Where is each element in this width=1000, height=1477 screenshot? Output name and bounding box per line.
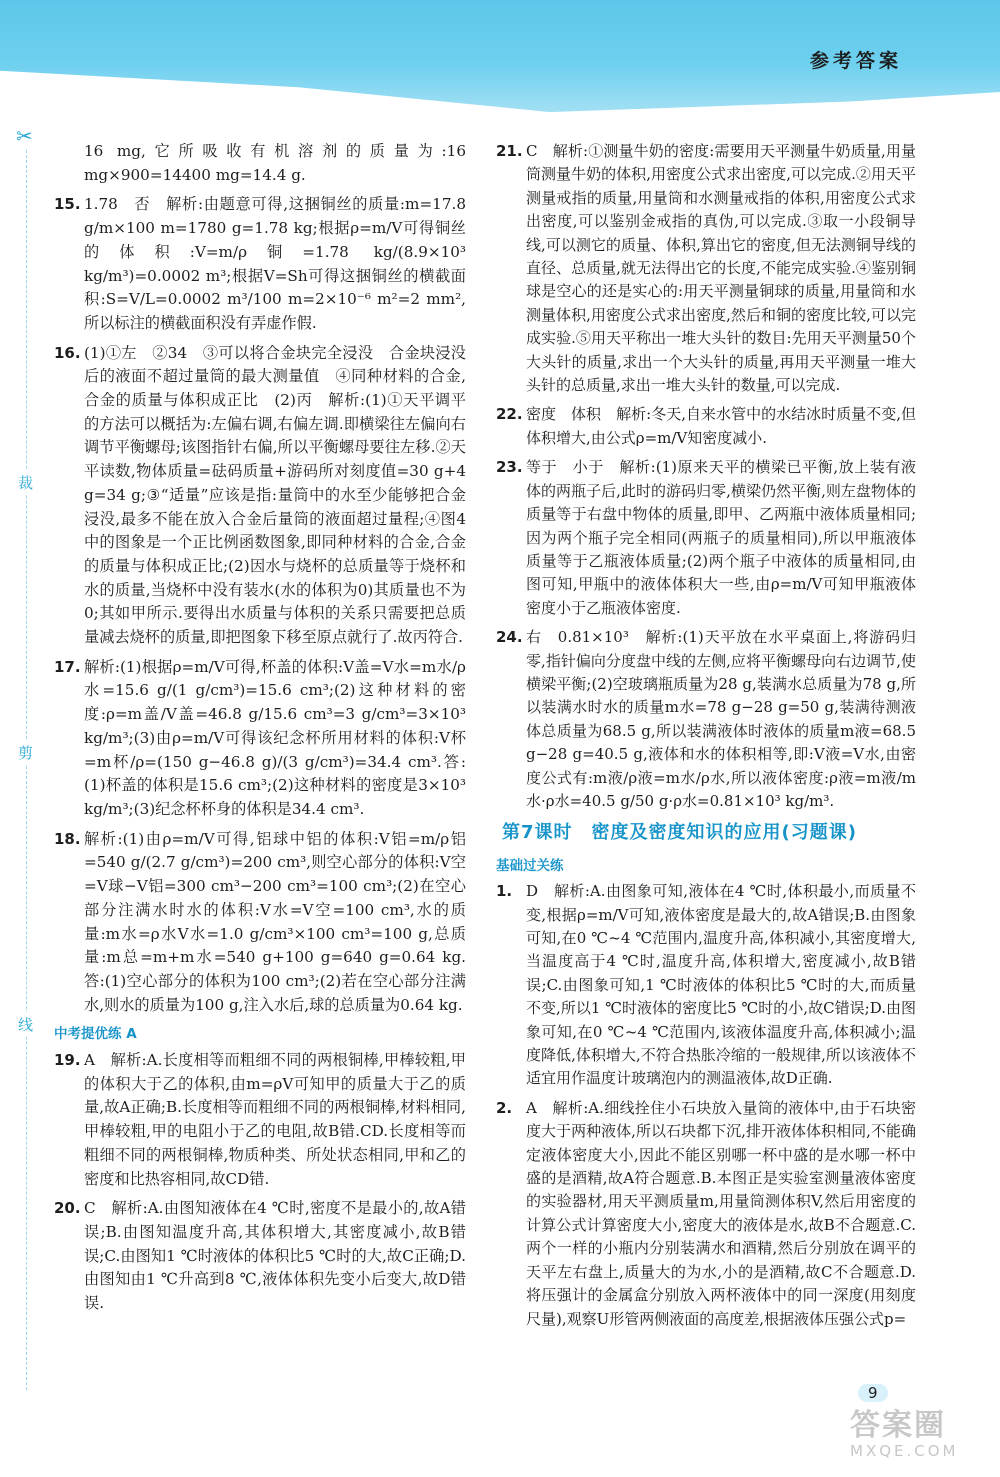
answer-item xyxy=(496,456,916,620)
cut-line xyxy=(26,150,27,1390)
watermark-top: 答案圈 xyxy=(850,1408,946,1443)
answer-item xyxy=(496,403,916,450)
item-number: 23. xyxy=(496,458,523,477)
item-text: 1.78 否 解析:由题意可得,这捆铜丝的质量:m=17.8 g/m×100 m=1780 g=1.78 kg;根据ρ=m/V可得铜丝的体积:V=m/ρ铜=1.78 kg/(8.9×10³ kg/m³)=0.0002 m³;根据V=Sh可得这捆铜丝的横截面积:S=V/L=0.0002 m³/100 m=2×10⁻⁶ m²=2 mm²,所以标注的横截面积没有弄虚作假. xyxy=(84,195,466,332)
answer-item xyxy=(496,880,916,1091)
item-number: 2. xyxy=(496,1098,513,1117)
answer-item xyxy=(496,626,916,813)
answer-item xyxy=(54,342,466,650)
item-text: 右 0.81×10³ 解析:(1)天平放在水平桌面上,将游码归零,指针偏向分度盘中线的左侧,应将平衡螺母向右边调节,使横梁平衡;(2)空玻璃瓶质量为28 g,装满水总质量为78 g,所以装满水时水的质量m水=78 g−28 g=50 g,装满待测液体总质量为68.5 g,所以装满液体时液体的质量m液=68.5 g−28 g=40.5 g,液体和水的体积相等,即:V液=V水,由密度公式有:m液/ρ液=m水/ρ水,所以液体密度:ρ液=m液/m水·ρ水=40.5 g/50 g·ρ水=0.81×10³ kg/m³. xyxy=(526,628,916,810)
item-text: D 解析:A.由图象可知,液体在4 ℃时,体积最小,而质量不变,根据ρ=m/V可知,液体密度是最大的,故A错误;B.由图象可知,在0 ℃~4 ℃范围内,温度升高,体积减小,其密度增大,当温度高于4 ℃时,温度升高,体积增大,密度减小,故B错误;C.由图象可知,1 ℃时液体的体积比5 ℃时的大,而质量不变,所以1 ℃时液体的密度比5 ℃时的小,故C错误;D.由图象可知,在0 ℃~4 ℃范围内,该液体温度升高,体积减小;温度降低,体积增大,不符合热胀冷缩的一般规律,所以该液体不适宜用作温度计玻璃泡内的测温液体,故D正确. xyxy=(526,882,916,1088)
item-number: 17. xyxy=(54,657,81,676)
header-title: 参考答案 xyxy=(809,50,902,72)
answer-item xyxy=(54,656,466,822)
item-text: C 解析:A.由图知液体在4 ℃时,密度不是最小的,故A错误;B.由图知温度升高,其体积增大,其密度减小,故B错误;C.由图知1 ℃时液体的体积比5 ℃时的大,故C正确;D.由图知由1 ℃升高到8 ℃,液体体积先变小后变大,故D错误. xyxy=(84,1199,466,1313)
item-number: 18. xyxy=(54,829,81,848)
item-text: 解析:(1)由ρ=m/V可得,铝球中铝的体积:V铝=m/ρ铝=540 g/(2.7 g/cm³)=200 cm³,则空心部分的体积:V空=V球−V铝=300 cm³−200 cm³=100 cm³;(2)在空心部分注满水时水的体积:V水=V空=100 cm³,水的质量:m水=ρ水V水=1.0 g/cm³×100 cm³=100 g,总质量:m总=m+m水=540 g+100 g=640 g=0.64 kg.答:(1)空心部分的体积为100 cm³;(2)若在空心部分注满水,则水的质量为100 g,注入水后,球的总质量为0.64 kg. xyxy=(84,829,466,1014)
item-number: 21. xyxy=(496,142,523,160)
item-number: 15. xyxy=(54,195,81,214)
watermark-logo xyxy=(850,1410,995,1470)
answer-item xyxy=(496,1097,916,1331)
item-number: 16. xyxy=(54,343,81,362)
subsection-title: 基础过关练 xyxy=(496,857,564,874)
subsection-title: 中考提优练 A xyxy=(54,1026,137,1043)
left-column xyxy=(54,140,466,1322)
answer-item xyxy=(54,1197,466,1316)
item-text: A 解析:A.细线拴住小石块放入量筒的液体中,由于石块密度大于两种液体,所以石块都下沉,排开液体体积相同,不能确定液体密度大小,因此不能区别哪一杯中盛的是水哪一杯中盛的是酒精,故A符合题意.B.本图正是实验室测量液体密度的实验器材,用天平测质量m,用量筒测体积V,然后用密度的计算公式计算密度大小,密度大的液体是水,故B不合题意.C.两个一样的小瓶内分别装满水和酒精,然后分别放在调平的天平左右盘上,质量大的为水,小的是酒精,故C不合题意.D.将压强计的金属盒分别放入两杯液体中的同一深度(用刻度尺量),观察U形管两侧液面的高度差,根据液体压强公式p= xyxy=(526,1098,916,1328)
item-number: 24. xyxy=(496,628,523,647)
item-text: 密度 体积 解析:冬天,自来水管中的水结冰时质量不变,但体积增大,由公式ρ=m/V知密度减小. xyxy=(526,405,916,447)
right-column xyxy=(496,140,916,1337)
item-text: 解析:(1)根据ρ=m/V可得,杯盖的体积:V盖=V水=m水/ρ水=15.6 g/(1 g/cm³)=15.6 cm³;(2)这种材料的密度:ρ=m盖/V盖=46.8 g/15.6 cm³=3 g/cm³=3×10³ kg/m³;(3)由ρ=m/V可得该纪念杯所用材料的体积:V杯=m杯/ρ=(150 g−46.8 g)/(3 g/cm³)=34.4 cm³.答:(1)杯盖的体积是15.6 cm³;(2)这种材料的密度是3×10³ kg/m³;(3)纪念杯杯身的体积是34.4 cm³. xyxy=(84,657,466,818)
item-number: 20. xyxy=(54,1199,81,1218)
page-number: 9 xyxy=(858,1384,888,1402)
item-number: 19. xyxy=(54,1051,81,1070)
answer-item xyxy=(54,1049,466,1191)
answer-item xyxy=(496,140,916,397)
scissors-icon: ✂ xyxy=(16,124,33,148)
item-text: A 解析:A.长度相等而粗细不同的两根铜棒,甲棒较粗,甲的体积大于乙的体积,由m=ρV可知甲的质量大于乙的质量,故A正确;B.长度相等而粗细不同的两根铜棒,材料相同,甲棒较粗,甲的电阻小于乙的电阻,故B错.CD.长度相等而粗细不同的两根铜棒,物质种类、所处状态相同,甲和乙的密度和比热容相同,故CD错. xyxy=(84,1051,466,1188)
cut-mark-xian: 线 xyxy=(18,1012,33,1037)
item-text: C 解析:①测量牛奶的密度:需要用天平测量牛奶质量,用量筒测量牛奶的体积,用密度公式求出密度,可以完成.②用天平测量戒指的质量,用量筒和水测量戒指的体积,用密度公式求出密度,可以鉴别金戒指的真伪,可以完成.③取一小段铜导线,可以测它的质量、体积,算出它的密度,但无法测铜导线的直径、总质量,就无法得出它的长度,不能完成实验.④鉴别铜球是空心的还是实心的:用天平测量铜球的质量,用量筒和水测量体积,用密度公式求出密度,然后和铜的密度比较,可以完成实验.⑤用天平称出一堆大头针的数目:先用天平测量50个大头针的质量,求出一个大头针的质量,再用天平测量一堆大头针的总质量,求出一堆大头针的数量,可以完成. xyxy=(526,142,916,395)
answer-item xyxy=(54,193,466,335)
section-title: 第7课时 密度及密度知识的应用(习题课) xyxy=(502,822,857,844)
cut-mark-jian: 剪 xyxy=(18,740,33,765)
item-text: (1)①左 ②34 ③可以将合金块完全浸没 合金块浸没后的液面不超过量筒的最大测量值 ④同种材料的合金,合金的质量与体积成正比 (2)丙 解析:(1)①天平调平的方法可以概括为:左偏右调,右偏左调.即横梁往左偏向右调节平衡螺母;该图指针右偏,所以平衡螺母要往左移.②天平读数,物体质量=砝码质量+游码所对刻度值=30 g+4 g=34 g;③“适量”应该是指:量筒中的水至少能够把合金浸没,最多不能在放入合金后量筒的液面超过量程;④图4中的图象是一个正比例函数图象,即同种材料的合金,合金的质量与体积成正比;(2)因水与烧杯的总质量等于烧杯和水的质量,当烧杯中没有装水(水的体积为0)其质量也不为0;其如甲所示.要得出水质量与体积的关系只需要把总质量减去烧杯的质量,即把图象下移至原点就行了.故丙符合. xyxy=(84,343,466,647)
answer-item xyxy=(54,828,466,1018)
item-number: 22. xyxy=(496,405,523,424)
watermark-bottom: MXQE.COM xyxy=(850,1442,959,1460)
continuation-text: 16 mg,它所吸收有机溶剂的质量为:16 mg×900=14400 mg=14.4 g. xyxy=(84,142,466,184)
item-text: 等于 小于 解析:(1)原来天平的横梁已平衡,放上装有液体的两瓶子后,此时的游码归零,横梁仍然平衡,则左盘物体的质量等于右盘中物体的质量,即甲、乙两瓶中液体质量相同;因为两个瓶子完全相同(两瓶子的质量相同),所以甲瓶液体质量等于乙瓶液体质量;(2)两个瓶子中液体的质量相同,由图可知,甲瓶中的液体体积大一些,由ρ=m/V可知甲瓶液体密度小于乙瓶液体密度. xyxy=(526,458,916,617)
cut-mark-cai: 裁 xyxy=(18,470,33,495)
item-number: 1. xyxy=(496,882,513,901)
